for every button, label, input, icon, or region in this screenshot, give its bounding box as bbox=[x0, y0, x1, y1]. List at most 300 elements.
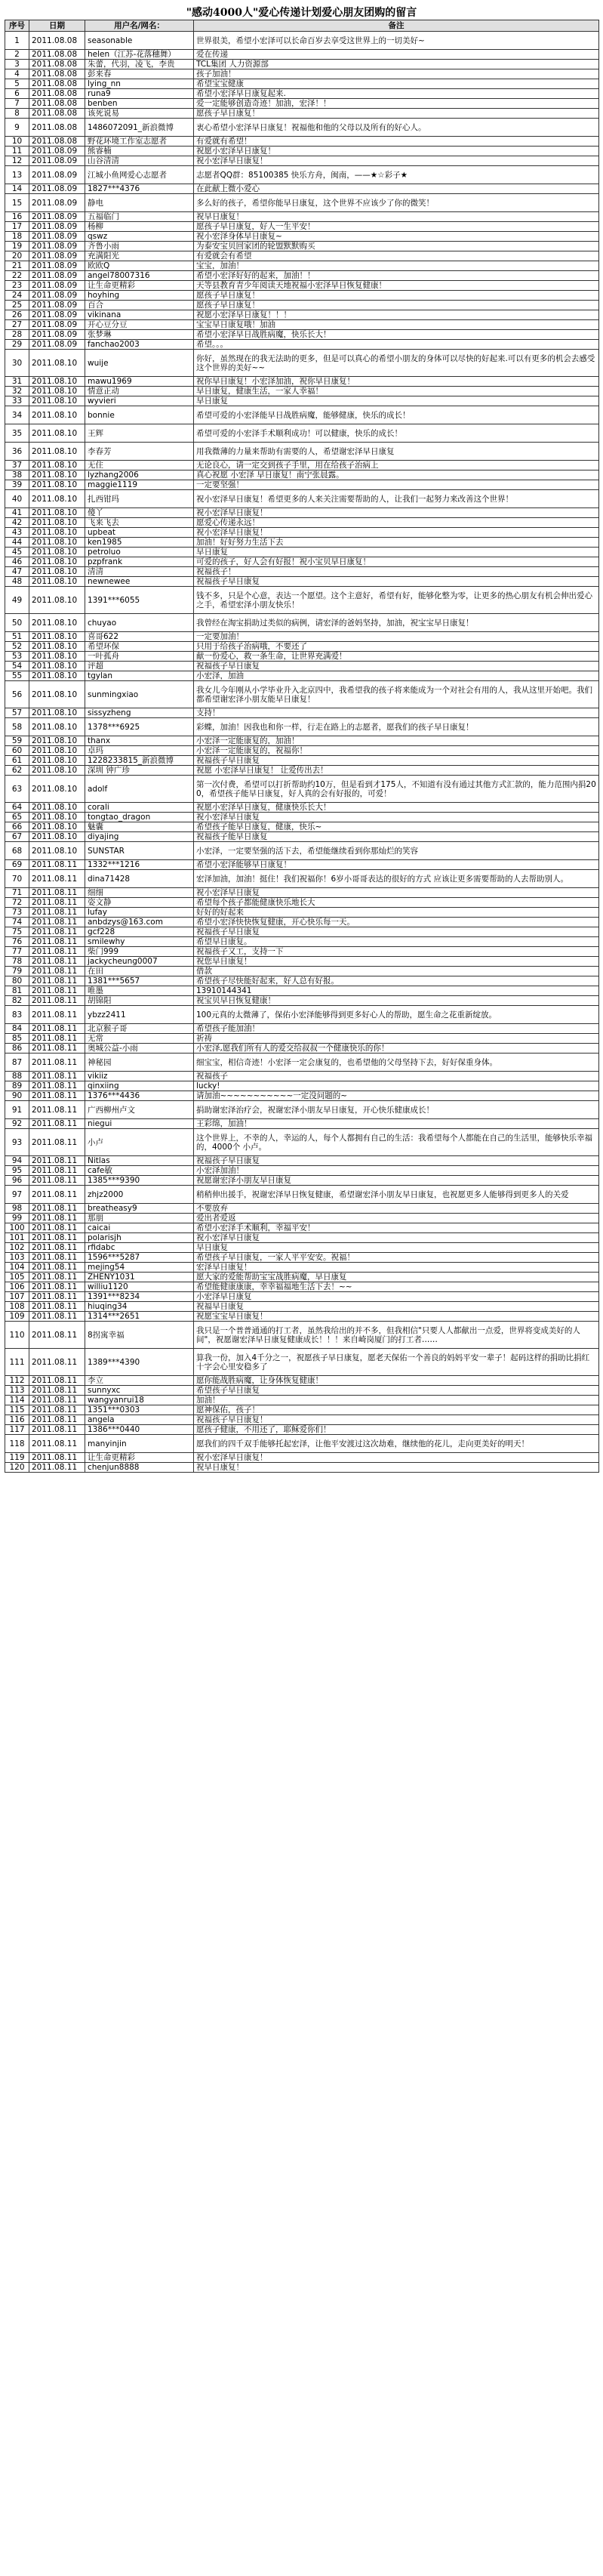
row-username: breatheasy9 bbox=[85, 1204, 194, 1214]
table-row bbox=[5, 461, 599, 470]
row-username: 朱蕾，代羽，凌飞，李贵 bbox=[85, 60, 194, 69]
row-index: 116 bbox=[5, 1415, 29, 1425]
row-date: 2011.08.11 bbox=[29, 1273, 85, 1282]
row-username: qswz bbox=[85, 232, 194, 242]
row-note: 真心祝愿 小宏泽 早日康复！南宁张晨露。 bbox=[194, 470, 599, 480]
table-row bbox=[5, 424, 599, 443]
row-index: 12 bbox=[5, 156, 29, 166]
row-username: anbdzys@163.com bbox=[85, 918, 194, 927]
row-username: tongtao_dragon bbox=[85, 813, 194, 822]
row-date: 2011.08.10 bbox=[29, 518, 85, 528]
table-row bbox=[5, 860, 599, 870]
row-index: 48 bbox=[5, 577, 29, 587]
row-note: 早日康复 bbox=[194, 548, 599, 557]
table-row bbox=[5, 1453, 599, 1463]
row-note: 宏泽早日康复！ bbox=[194, 1263, 599, 1273]
row-note: 祝福孩子早日康复！ bbox=[194, 1415, 599, 1425]
table-row bbox=[5, 1435, 599, 1453]
row-index: 10 bbox=[5, 137, 29, 147]
row-date: 2011.08.10 bbox=[29, 671, 85, 681]
table-row bbox=[5, 842, 599, 860]
row-date: 2011.08.11 bbox=[29, 967, 85, 976]
table-row bbox=[5, 320, 599, 330]
table-row bbox=[5, 1425, 599, 1435]
row-note: 第一次付费，希望可以打折帮助约10万，但是看到才175人，不知道有没有通过其他方式汇款的，能力范围内捐200，希望孩子能早日康复，好人真的会有好报的，可爱！ bbox=[194, 776, 599, 803]
table-row bbox=[5, 166, 599, 184]
row-note: 祝福孩子能早日康复 bbox=[194, 832, 599, 842]
table-header-row bbox=[5, 20, 599, 32]
table-row bbox=[5, 1312, 599, 1322]
row-date: 2011.08.10 bbox=[29, 642, 85, 652]
row-index: 105 bbox=[5, 1273, 29, 1282]
row-username: hoyhing bbox=[85, 291, 194, 301]
row-date: 2011.08.09 bbox=[29, 320, 85, 330]
row-index: 55 bbox=[5, 671, 29, 681]
row-note: 祝福早日康复 bbox=[194, 1302, 599, 1312]
table-row bbox=[5, 614, 599, 632]
row-index: 36 bbox=[5, 443, 29, 461]
table-row bbox=[5, 184, 599, 194]
row-index: 87 bbox=[5, 1054, 29, 1072]
row-date: 2011.08.10 bbox=[29, 746, 85, 756]
row-username: lufay bbox=[85, 908, 194, 918]
row-index: 86 bbox=[5, 1044, 29, 1054]
row-note: 希望可爱的小宏泽能早日战胜病魔，能够健康，快乐的成长！ bbox=[194, 406, 599, 424]
row-index: 31 bbox=[5, 377, 29, 387]
row-note: 有爱就会有希望 bbox=[194, 251, 599, 261]
row-username: 胡锦阳 bbox=[85, 996, 194, 1006]
row-username: 1332***1216 bbox=[85, 860, 194, 870]
table-row bbox=[5, 212, 599, 222]
table-row bbox=[5, 1166, 599, 1176]
row-note: 希望孩子早日康复 bbox=[194, 1386, 599, 1396]
row-note: 宝宝早日康复哦！加油 bbox=[194, 320, 599, 330]
row-index: 79 bbox=[5, 967, 29, 976]
row-date: 2011.08.11 bbox=[29, 1425, 85, 1435]
row-date: 2011.08.11 bbox=[29, 1166, 85, 1176]
row-note: 钱不多，只是个心意，表达一个愿望。这个主意好，希望有好，能够化整为零，让更多的热心朋友有机会伸出爱心之手，希望宏泽小朋友快乐！ bbox=[194, 587, 599, 614]
row-date: 2011.08.11 bbox=[29, 870, 85, 888]
table-row bbox=[5, 1243, 599, 1253]
table-row bbox=[5, 957, 599, 967]
row-note: 祝早日康复！ bbox=[194, 1463, 599, 1473]
row-date: 2011.08.09 bbox=[29, 340, 85, 350]
table-row bbox=[5, 1006, 599, 1024]
row-date: 2011.08.08 bbox=[29, 50, 85, 60]
row-date: 2011.08.10 bbox=[29, 756, 85, 766]
table-row bbox=[5, 1034, 599, 1044]
row-username: 齐鲁小雨 bbox=[85, 242, 194, 251]
row-username: hiuqing34 bbox=[85, 1302, 194, 1312]
row-date: 2011.08.11 bbox=[29, 1101, 85, 1119]
row-index: 100 bbox=[5, 1223, 29, 1233]
table-row bbox=[5, 746, 599, 756]
row-note: 一定要坚强！ bbox=[194, 480, 599, 490]
row-index: 43 bbox=[5, 528, 29, 538]
row-index: 6 bbox=[5, 89, 29, 99]
row-index: 32 bbox=[5, 387, 29, 396]
row-date: 2011.08.11 bbox=[29, 1091, 85, 1101]
row-index: 112 bbox=[5, 1376, 29, 1386]
table-row bbox=[5, 548, 599, 557]
table-row bbox=[5, 242, 599, 251]
row-note: 愿孩子健康，不用还了，耶稣爱你们！ bbox=[194, 1425, 599, 1435]
table-row bbox=[5, 681, 599, 708]
row-note: 13910144341 bbox=[194, 986, 599, 996]
table-row bbox=[5, 60, 599, 69]
row-date: 2011.08.10 bbox=[29, 652, 85, 662]
row-date: 2011.08.09 bbox=[29, 310, 85, 320]
table-row bbox=[5, 870, 599, 888]
row-index: 11 bbox=[5, 147, 29, 156]
row-note: 愿孩子早日康复！ bbox=[194, 109, 599, 119]
row-date: 2011.08.09 bbox=[29, 194, 85, 212]
row-username: wuije bbox=[85, 350, 194, 377]
row-date: 2011.08.11 bbox=[29, 1186, 85, 1204]
row-username: 1596***5287 bbox=[85, 1253, 194, 1263]
row-note: 献一份爱心，救一条生命，让世界充满爱！ bbox=[194, 652, 599, 662]
row-note: 祝福孩子早日康复 bbox=[194, 662, 599, 671]
table-row bbox=[5, 1129, 599, 1156]
row-username: runa9 bbox=[85, 89, 194, 99]
row-date: 2011.08.09 bbox=[29, 281, 85, 291]
column-header-index: 序号 bbox=[5, 20, 29, 32]
row-username: 傻丫 bbox=[85, 508, 194, 518]
row-username: fanchao2003 bbox=[85, 340, 194, 350]
row-date: 2011.08.09 bbox=[29, 147, 85, 156]
row-index: 63 bbox=[5, 776, 29, 803]
row-index: 50 bbox=[5, 614, 29, 632]
row-date: 2011.08.11 bbox=[29, 1322, 85, 1349]
row-index: 1 bbox=[5, 32, 29, 50]
row-index: 53 bbox=[5, 652, 29, 662]
row-date: 2011.08.09 bbox=[29, 261, 85, 271]
row-date: 2011.08.09 bbox=[29, 212, 85, 222]
row-note: 希望宝宝健康 bbox=[194, 79, 599, 89]
row-date: 2011.08.11 bbox=[29, 1006, 85, 1024]
row-index: 9 bbox=[5, 119, 29, 137]
row-date: 2011.08.08 bbox=[29, 32, 85, 50]
row-index: 65 bbox=[5, 813, 29, 822]
row-note: 支持！ bbox=[194, 708, 599, 718]
row-note: 世界很美，希望小宏泽可以长命百岁去享受这世界上的一切美好~ bbox=[194, 32, 599, 50]
row-note: 加油！ bbox=[194, 1396, 599, 1405]
row-index: 77 bbox=[5, 947, 29, 957]
row-index: 17 bbox=[5, 222, 29, 232]
row-index: 51 bbox=[5, 632, 29, 642]
row-username: 姿文静 bbox=[85, 898, 194, 908]
row-note: 希望小宏泽早日康复起来. bbox=[194, 89, 599, 99]
table-row bbox=[5, 1214, 599, 1223]
table-row bbox=[5, 967, 599, 976]
row-index: 58 bbox=[5, 718, 29, 736]
table-row bbox=[5, 1405, 599, 1415]
row-username: 卓玛 bbox=[85, 746, 194, 756]
row-index: 59 bbox=[5, 736, 29, 746]
row-index: 37 bbox=[5, 461, 29, 470]
table-row bbox=[5, 888, 599, 898]
row-date: 2011.08.11 bbox=[29, 1243, 85, 1253]
row-username: tgylan bbox=[85, 671, 194, 681]
row-username: 1391***6055 bbox=[85, 587, 194, 614]
row-username: maggie1119 bbox=[85, 480, 194, 490]
row-note: 一定要加油！ bbox=[194, 632, 599, 642]
row-username: corali bbox=[85, 803, 194, 813]
row-date: 2011.08.11 bbox=[29, 1376, 85, 1386]
row-index: 66 bbox=[5, 822, 29, 832]
row-index: 73 bbox=[5, 908, 29, 918]
row-date: 2011.08.11 bbox=[29, 1463, 85, 1473]
row-username: wangyanrui18 bbox=[85, 1396, 194, 1405]
row-date: 2011.08.10 bbox=[29, 822, 85, 832]
row-username: 张梦琳 bbox=[85, 330, 194, 340]
table-row bbox=[5, 490, 599, 508]
row-username: thanx bbox=[85, 736, 194, 746]
row-username: 无住 bbox=[85, 461, 194, 470]
row-username: zhjz2000 bbox=[85, 1186, 194, 1204]
row-username: 李春芳 bbox=[85, 443, 194, 461]
row-date: 2011.08.11 bbox=[29, 1176, 85, 1186]
row-username: 扎西钳玛 bbox=[85, 490, 194, 508]
table-row bbox=[5, 718, 599, 736]
row-index: 69 bbox=[5, 860, 29, 870]
row-note: 有爱就有希望！ bbox=[194, 137, 599, 147]
row-date: 2011.08.10 bbox=[29, 662, 85, 671]
row-date: 2011.08.08 bbox=[29, 119, 85, 137]
row-username: 一叶孤舟 bbox=[85, 652, 194, 662]
row-note: 祝早日康复！ bbox=[194, 212, 599, 222]
table-row bbox=[5, 340, 599, 350]
table-row bbox=[5, 1292, 599, 1302]
row-note: 愿你能战胜病魔，让身体恢复健康！ bbox=[194, 1376, 599, 1386]
row-index: 47 bbox=[5, 567, 29, 577]
row-index: 93 bbox=[5, 1129, 29, 1156]
row-index: 89 bbox=[5, 1081, 29, 1091]
table-row bbox=[5, 1396, 599, 1405]
row-note: 宝宝，加油！ bbox=[194, 261, 599, 271]
row-username: 1381***5657 bbox=[85, 976, 194, 986]
document-title: "感动4000人"爱心传递计划爱心朋友团购的留言 bbox=[186, 7, 417, 19]
table-row bbox=[5, 1273, 599, 1282]
row-date: 2011.08.10 bbox=[29, 508, 85, 518]
row-note: 祝小宏泽早日康复！ bbox=[194, 508, 599, 518]
row-note: 祝福孩子早日康复 bbox=[194, 1156, 599, 1166]
row-date: 2011.08.11 bbox=[29, 1214, 85, 1223]
row-username: seasonable bbox=[85, 32, 194, 50]
row-date: 2011.08.09 bbox=[29, 242, 85, 251]
table-row bbox=[5, 1376, 599, 1386]
table-row bbox=[5, 1349, 599, 1376]
row-index: 26 bbox=[5, 310, 29, 320]
table-row bbox=[5, 310, 599, 320]
row-username: 小卢 bbox=[85, 1129, 194, 1156]
row-index: 64 bbox=[5, 803, 29, 813]
row-username: 希望环保 bbox=[85, 642, 194, 652]
row-date: 2011.08.11 bbox=[29, 918, 85, 927]
row-date: 2011.08.10 bbox=[29, 387, 85, 396]
row-index: 56 bbox=[5, 681, 29, 708]
row-date: 2011.08.10 bbox=[29, 832, 85, 842]
row-date: 2011.08.10 bbox=[29, 776, 85, 803]
row-date: 2011.08.11 bbox=[29, 937, 85, 947]
row-note: 算我一份，加入4千分之一，祝愿孩子早日康复，愿老天保佑一个善良的妈妈平安一辈子！起码这样的捐助比捐红十字会心里安稳多了 bbox=[194, 1349, 599, 1376]
row-username: 1389***4390 bbox=[85, 1349, 194, 1376]
row-date: 2011.08.09 bbox=[29, 156, 85, 166]
row-note: 我只是一个普普通通的打工者，虽然我给出的并不多，但我相信"只要人人都献出一点爱，世界将变成美好的人间"，祝愿谢宏泽早日康复健康成长！！！来自崎岗厦门的打工者…… bbox=[194, 1322, 599, 1349]
row-note: 天等县教育青少年阅读天地祝福小宏泽早日恢复健康！ bbox=[194, 281, 599, 291]
table-row bbox=[5, 927, 599, 937]
row-username: benben bbox=[85, 99, 194, 109]
row-date: 2011.08.09 bbox=[29, 301, 85, 310]
row-date: 2011.08.09 bbox=[29, 271, 85, 281]
row-username: 奥城公益-小雨 bbox=[85, 1044, 194, 1054]
row-index: 40 bbox=[5, 490, 29, 508]
row-note: 祝你早日康复！小宏泽加油，祝你早日康复！ bbox=[194, 377, 599, 387]
row-date: 2011.08.09 bbox=[29, 291, 85, 301]
table-row bbox=[5, 1091, 599, 1101]
row-username: vikinana bbox=[85, 310, 194, 320]
table-row bbox=[5, 1463, 599, 1473]
row-date: 2011.08.11 bbox=[29, 1253, 85, 1263]
table-row bbox=[5, 996, 599, 1006]
row-date: 2011.08.10 bbox=[29, 681, 85, 708]
row-date: 2011.08.10 bbox=[29, 406, 85, 424]
row-username: 魅囊 bbox=[85, 822, 194, 832]
row-date: 2011.08.11 bbox=[29, 1302, 85, 1312]
table-row bbox=[5, 918, 599, 927]
row-note: 希望小宏泽早日战胜病魔，快乐长大！ bbox=[194, 330, 599, 340]
row-username: adolf bbox=[85, 776, 194, 803]
table-row bbox=[5, 1072, 599, 1081]
row-username: 唯墨 bbox=[85, 986, 194, 996]
row-username: diyajing bbox=[85, 832, 194, 842]
table-row bbox=[5, 1302, 599, 1312]
table-row bbox=[5, 642, 599, 652]
row-date: 2011.08.11 bbox=[29, 1156, 85, 1166]
row-note: 祝小宏泽早日康复 bbox=[194, 1233, 599, 1243]
row-date: 2011.08.08 bbox=[29, 89, 85, 99]
row-note: 祝小宏泽早日康复 bbox=[194, 888, 599, 898]
row-index: 67 bbox=[5, 832, 29, 842]
row-note: 志愿者QQ群：85100385 快乐方舟，闽南，——★☆彩子★ bbox=[194, 166, 599, 184]
row-username: 该死说易 bbox=[85, 109, 194, 119]
row-date: 2011.08.10 bbox=[29, 803, 85, 813]
row-username: 评超 bbox=[85, 662, 194, 671]
row-username: helen（江苏-花落穗舞） bbox=[85, 50, 194, 60]
row-note: 希望每个孩子都能健康快乐地长大 bbox=[194, 898, 599, 908]
row-index: 80 bbox=[5, 976, 29, 986]
row-username: rfidabc bbox=[85, 1243, 194, 1253]
row-date: 2011.08.10 bbox=[29, 528, 85, 538]
table-row bbox=[5, 50, 599, 60]
row-date: 2011.08.11 bbox=[29, 898, 85, 908]
row-index: 120 bbox=[5, 1463, 29, 1473]
row-index: 30 bbox=[5, 350, 29, 377]
row-username: 8拐寓幸福 bbox=[85, 1322, 194, 1349]
row-date: 2011.08.11 bbox=[29, 957, 85, 967]
table-row bbox=[5, 898, 599, 908]
row-index: 106 bbox=[5, 1282, 29, 1292]
row-note: 可爱的孩子，好人会有好报！祝小宝贝早日康复！ bbox=[194, 557, 599, 567]
row-username: 在田 bbox=[85, 967, 194, 976]
row-username: 北京猴子哥 bbox=[85, 1024, 194, 1034]
table-row bbox=[5, 470, 599, 480]
row-date: 2011.08.11 bbox=[29, 1292, 85, 1302]
row-username: 柴门999 bbox=[85, 947, 194, 957]
row-note: 早日康复 bbox=[194, 1243, 599, 1253]
row-username: williu1120 bbox=[85, 1282, 194, 1292]
row-note: 祝小宏泽早日康复！希望更多的人来关注需要帮助的人，让我们一起努力来改善这个世界！ bbox=[194, 490, 599, 508]
table-row bbox=[5, 147, 599, 156]
row-date: 2011.08.10 bbox=[29, 736, 85, 746]
row-note: 祝福孩子又工，支持一下 bbox=[194, 947, 599, 957]
row-username: 百合 bbox=[85, 301, 194, 310]
row-note: 小宏泽,愿我们所有人的爱交给叔叔一个健康快乐的你！ bbox=[194, 1044, 599, 1054]
row-username: 细细 bbox=[85, 888, 194, 898]
row-index: 110 bbox=[5, 1322, 29, 1349]
row-date: 2011.08.11 bbox=[29, 927, 85, 937]
row-index: 107 bbox=[5, 1292, 29, 1302]
row-note: 用我微薄的力量来帮助有需要的人，希望谢宏泽早日康复 bbox=[194, 443, 599, 461]
row-note: 小宏泽早日康复 bbox=[194, 1292, 599, 1302]
row-date: 2011.08.08 bbox=[29, 79, 85, 89]
table-row bbox=[5, 89, 599, 99]
row-username: ybzz2411 bbox=[85, 1006, 194, 1024]
table-row bbox=[5, 708, 599, 718]
row-index: 35 bbox=[5, 424, 29, 443]
row-username: 野花环境工作室志愿者 bbox=[85, 137, 194, 147]
table-row bbox=[5, 281, 599, 291]
table-row bbox=[5, 1186, 599, 1204]
row-index: 45 bbox=[5, 548, 29, 557]
table-row bbox=[5, 1415, 599, 1425]
row-index: 84 bbox=[5, 1024, 29, 1034]
row-date: 2011.08.10 bbox=[29, 813, 85, 822]
row-date: 2011.08.11 bbox=[29, 1081, 85, 1091]
row-date: 2011.08.11 bbox=[29, 1435, 85, 1453]
row-index: 92 bbox=[5, 1119, 29, 1129]
row-note: 希望小宏泽能够早日康复！ bbox=[194, 860, 599, 870]
row-index: 22 bbox=[5, 271, 29, 281]
table-row bbox=[5, 557, 599, 567]
row-username: pzpfrank bbox=[85, 557, 194, 567]
row-note: 愿神保佑，孩子！ bbox=[194, 1405, 599, 1415]
table-row bbox=[5, 443, 599, 461]
row-note: 祝福孩子！ bbox=[194, 567, 599, 577]
row-date: 2011.08.10 bbox=[29, 424, 85, 443]
row-username: upbeat bbox=[85, 528, 194, 538]
row-index: 21 bbox=[5, 261, 29, 271]
row-index: 111 bbox=[5, 1349, 29, 1376]
table-row bbox=[5, 803, 599, 813]
row-date: 2011.08.11 bbox=[29, 1024, 85, 1034]
table-row bbox=[5, 671, 599, 681]
row-note: 无论良心，请一定交到孩子手里，用在给孩子治病上 bbox=[194, 461, 599, 470]
row-date: 2011.08.09 bbox=[29, 184, 85, 194]
table-row bbox=[5, 406, 599, 424]
table-row bbox=[5, 1054, 599, 1072]
row-date: 2011.08.10 bbox=[29, 766, 85, 776]
row-username: 杨柳 bbox=[85, 222, 194, 232]
table-row bbox=[5, 377, 599, 387]
table-row bbox=[5, 1176, 599, 1186]
row-username: wyvieri bbox=[85, 396, 194, 406]
row-note: 祝小宏泽早日康复！ bbox=[194, 156, 599, 166]
table-row bbox=[5, 528, 599, 538]
row-note: 彩蝶，加油！因我也和你一样，行走在路上的志愿者，愿我们的孩子早日康复！ bbox=[194, 718, 599, 736]
row-username: 1386***0440 bbox=[85, 1425, 194, 1435]
row-index: 101 bbox=[5, 1233, 29, 1243]
